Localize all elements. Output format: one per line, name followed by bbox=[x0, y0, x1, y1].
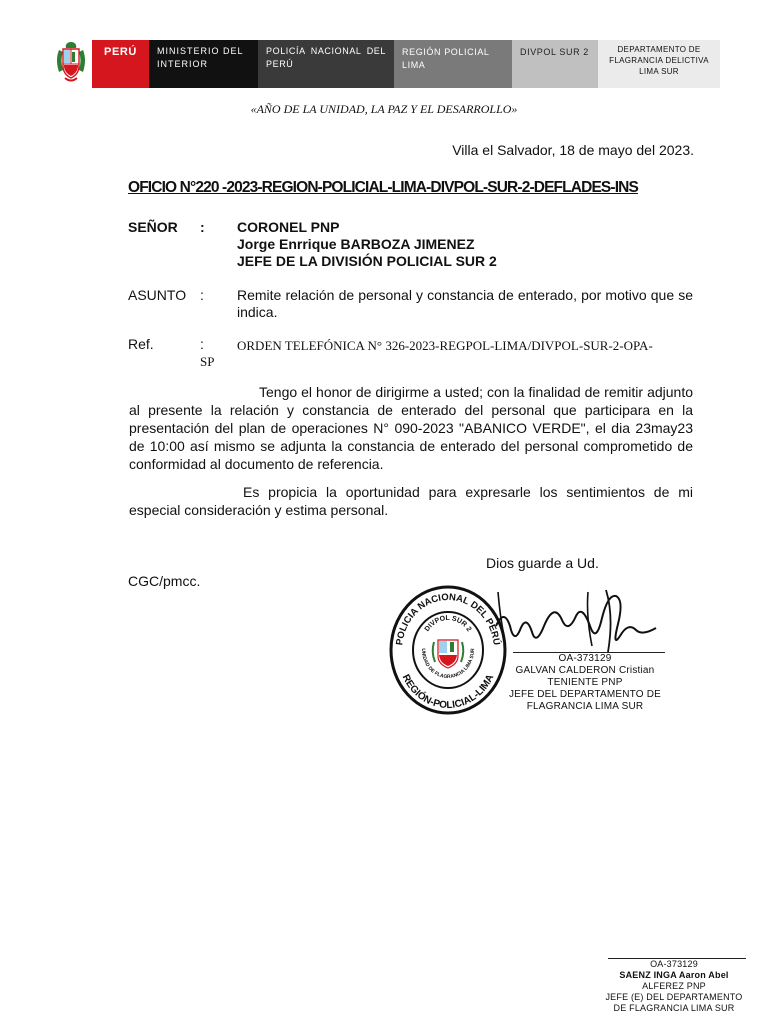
signature-1-name: GALVAN CALDERON Cristian bbox=[515, 665, 655, 676]
stamp-inner-top-text: DIVPOL SUR 2 bbox=[423, 614, 473, 633]
ref-colon: : bbox=[200, 336, 204, 352]
signature-1-cip: OA-373129 bbox=[558, 653, 612, 664]
document-date: Villa el Salvador, 18 de mayo del 2023. bbox=[452, 142, 694, 158]
recipient-rank: CORONEL PNP bbox=[237, 219, 340, 235]
recipient-name: Jorge Enrrique BARBOZA JIMENEZ bbox=[237, 236, 475, 252]
header-peru: PERÚ bbox=[92, 40, 149, 88]
signature-2-role-line2: DE FLAGRANCIA LIMA SUR bbox=[613, 1003, 735, 1013]
handwritten-signature bbox=[490, 586, 670, 656]
signature-1-role-line1: JEFE DEL DEPARTAMENTO DE bbox=[508, 689, 662, 700]
stamp-crest-icon bbox=[433, 640, 464, 668]
signature-1-role-line2: FLAGRANCIA LIMA SUR bbox=[526, 701, 644, 712]
reference-initials: CGC/pmcc. bbox=[128, 573, 201, 589]
header-policia: POLICÍA NACIONAL DEL PERÚ bbox=[258, 40, 394, 88]
stamp-outer-top-text: POLICIA NACIONAL DEL PERÚ bbox=[394, 591, 502, 646]
stamp-inner-bottom-text: UNIDAD DE FLAGRANCIA LIMA SUR bbox=[419, 648, 477, 681]
document-title: OFICIO N°220 -2023-REGION-POLICIAL-LIMA-DIVPOL-SUR-2-DEFLADES-INS bbox=[128, 179, 638, 196]
asunto-text: Remite relación de personal y constancia de enterado, por motivo que se indica. bbox=[237, 287, 693, 320]
asunto-block bbox=[128, 287, 693, 323]
signature-1-rank: TENIENTE PNP bbox=[547, 677, 623, 688]
recipient-colon: : bbox=[200, 219, 205, 235]
header-divpol: DIVPOL SUR 2 bbox=[512, 40, 598, 88]
signature-2-rank: ALFEREZ PNP bbox=[642, 981, 706, 991]
recipient-title: JEFE DE LA DIVISIÓN POLICIAL SUR 2 bbox=[237, 253, 497, 269]
ref-text-line2: SP bbox=[200, 354, 215, 369]
recipient-block bbox=[128, 219, 693, 275]
ref-block bbox=[128, 336, 693, 372]
signature-2-name: SAENZ INGA Aaron Abel bbox=[619, 970, 729, 980]
institutional-header bbox=[92, 40, 720, 88]
header-departamento: DEPARTAMENTO DE FLAGRANCIA DELICTIVA LIMA SUR bbox=[598, 40, 720, 88]
header-ministerio: MINISTERIO DEL INTERIOR bbox=[149, 40, 258, 88]
body-paragraph-2: Es propicia la oportunidad para expresarle los sentimientos de mi especial consideración y estima personal. bbox=[129, 484, 693, 518]
closing-greeting: Dios guarde a Ud. bbox=[486, 555, 599, 571]
recipient-lines bbox=[237, 219, 693, 270]
year-motto: «AÑO DE LA UNIDAD, LA PAZ Y EL DESARROLLO» bbox=[250, 102, 518, 116]
asunto-colon: : bbox=[200, 287, 204, 303]
signature-2-cip: OA-373129 bbox=[650, 959, 698, 969]
ref-text-line1: ORDEN TELEFÓNICA N° 326-2023-REGPOL-LIMA/DIVPOL-SUR-2-OPA- bbox=[237, 338, 653, 353]
body-paragraph-1: Tengo el honor de dirigirme a usted; con la finalidad de remitir adjunto al presente la relación y constancia de enterado del personal que participara en la presentación del plan de operaciones N° 090-2023 "ABANICO VERDE", el dia 23may23 de 10:00 así mismo se adjunta la constancia de enterado del personal comprometido de conformidad al documento de referencia. bbox=[129, 384, 693, 472]
asunto-label: ASUNTO bbox=[128, 287, 187, 303]
recipient-label: SEÑOR bbox=[128, 219, 178, 235]
peru-coat-of-arms-icon bbox=[53, 40, 89, 84]
stamp-outer-bottom-text: REGIÓN-POLICIAL-LIMA bbox=[399, 672, 497, 712]
signature-2-role-line1: JEFE (E) DEL DEPARTAMENTO bbox=[605, 992, 743, 1002]
signature-block-1 bbox=[490, 653, 680, 713]
ref-label: Ref. bbox=[128, 336, 154, 352]
signature-block-2 bbox=[590, 959, 758, 1014]
header-region: REGIÓN POLICIAL LIMA bbox=[394, 40, 512, 88]
